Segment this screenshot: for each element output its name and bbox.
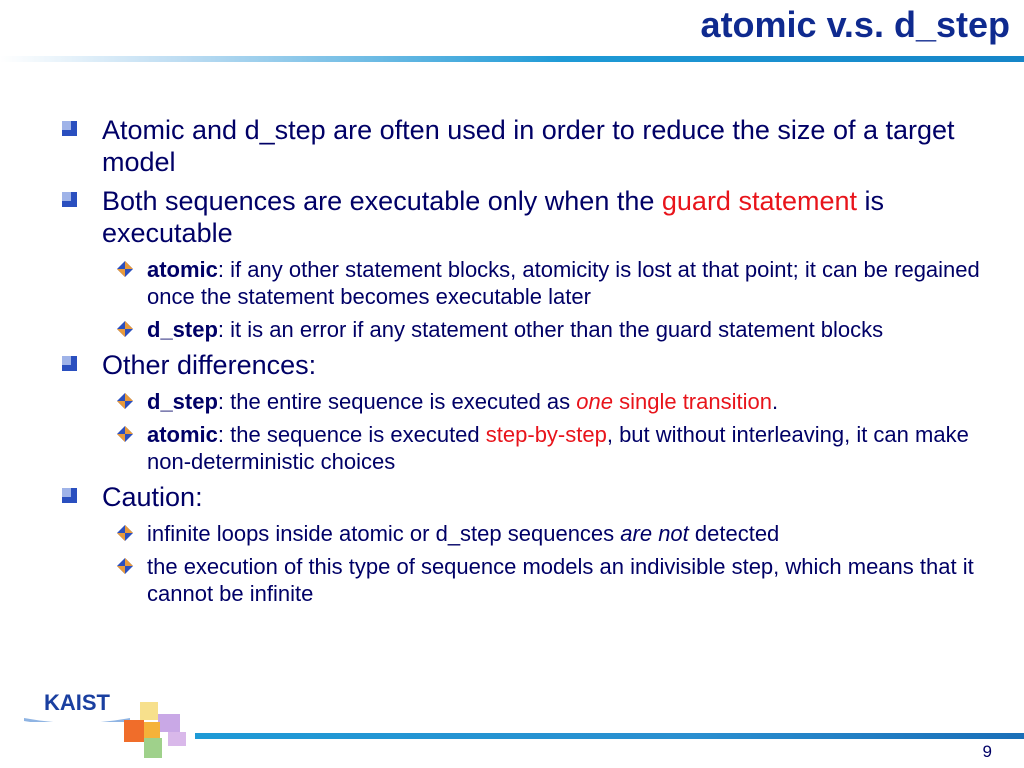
sub-bullet-text: : the entire sequence is executed as bbox=[217, 389, 577, 414]
sub-bullet-text: : the sequence is executed bbox=[217, 422, 486, 447]
sub-bullet-emphasis: single transition bbox=[612, 389, 772, 414]
sub-bullet-italic: are not bbox=[620, 521, 689, 546]
bullet-emphasis: guard statement bbox=[661, 186, 858, 216]
bullet-item bbox=[62, 481, 1002, 513]
sub-bullet-text: the execution of this type of sequence models an indivisible step, which means that it cannot be infinite bbox=[147, 554, 974, 606]
sub-bullet-keyword: atomic bbox=[147, 257, 218, 282]
slide-content bbox=[62, 114, 1002, 613]
logo-text: KAIST bbox=[44, 690, 110, 715]
sub-bullet-text: infinite loops inside atomic or d_step sequences bbox=[147, 521, 621, 546]
sub-bullet-text: detected bbox=[688, 521, 780, 546]
sub-bullet-keyword: d_step bbox=[147, 389, 218, 414]
sub-bullet-emphasis: step-by-step bbox=[485, 422, 607, 447]
sub-bullet-text: : if any other statement blocks, atomicity is lost at that point; it can be regained once the statement becomes executable later bbox=[147, 257, 980, 309]
bullet-item bbox=[62, 185, 1002, 249]
sub-bullet-text: : it is an error if any statement other than the guard statement blocks bbox=[217, 317, 884, 342]
diamond-bullet-icon bbox=[117, 525, 133, 541]
sub-bullet-item bbox=[62, 553, 1002, 607]
sub-bullet-emphasis: one bbox=[576, 389, 613, 414]
sub-bullet-item bbox=[62, 256, 1002, 310]
diamond-bullet-icon bbox=[117, 393, 133, 409]
sub-bullet-keyword: atomic bbox=[147, 422, 218, 447]
sub-bullet-keyword: d_step bbox=[147, 317, 218, 342]
diamond-bullet-icon bbox=[117, 558, 133, 574]
footer-bar bbox=[195, 733, 1024, 739]
diamond-bullet-icon bbox=[117, 426, 133, 442]
bullet-text: is executable bbox=[102, 186, 885, 248]
sub-bullet-text: , but without interleaving, it can make non-deterministic choices bbox=[147, 422, 969, 474]
page-number: 9 bbox=[982, 742, 992, 761]
bullet-text: Other differences: bbox=[102, 350, 317, 380]
sub-bullet-text: . bbox=[771, 389, 779, 414]
diamond-bullet-icon bbox=[117, 321, 133, 337]
title-underline-bar bbox=[0, 56, 1024, 62]
sub-bullet-item bbox=[62, 316, 1002, 343]
bullet-item bbox=[62, 349, 1002, 381]
bullet-text: Caution: bbox=[102, 482, 203, 512]
decorative-squares-icon bbox=[122, 700, 190, 762]
blue-square-bullet-icon bbox=[62, 192, 77, 207]
blue-square-bullet-icon bbox=[62, 121, 77, 136]
kaist-logo bbox=[22, 688, 132, 722]
bullet-text: Atomic and d_step are often used in order to reduce the size of a target model bbox=[102, 115, 955, 177]
sub-bullet-item bbox=[62, 421, 1002, 475]
blue-square-bullet-icon bbox=[62, 488, 77, 503]
slide-title: atomic v.s. d_step bbox=[700, 4, 1010, 45]
bullet-text: Both sequences are executable only when the bbox=[102, 186, 662, 216]
bullet-item bbox=[62, 114, 1002, 178]
sub-bullet-item bbox=[62, 388, 1002, 415]
blue-square-bullet-icon bbox=[62, 356, 77, 371]
diamond-bullet-icon bbox=[117, 261, 133, 277]
sub-bullet-item bbox=[62, 520, 1002, 547]
